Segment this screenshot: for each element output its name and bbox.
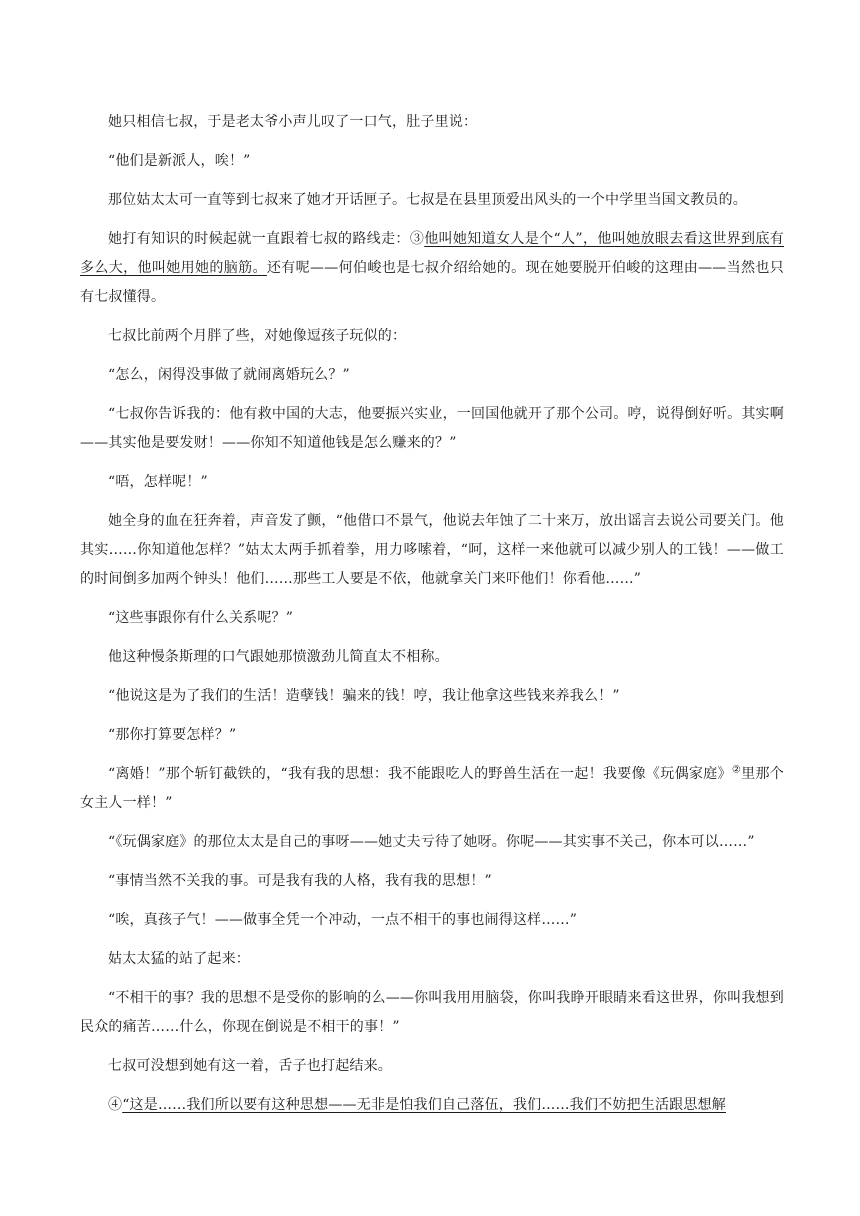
text-segment: “《玩偶家庭》的那位太太是自己的事呀——她丈夫亏待了她呀。你呢——其实事不关己，你本可以……”: [108, 834, 755, 850]
text-segment: 她只相信七叔，于是老太爷小声儿叹了一口气，肚子里说：: [108, 114, 478, 130]
text-segment: 姑太太猛的站了起来：: [108, 951, 250, 967]
paragraph: [80, 828, 784, 857]
paragraph: [80, 1052, 784, 1081]
text-segment: “事情当然不关我的事。可是我有我的人格，我有我的思想！”: [108, 873, 492, 889]
text-segment: 那位姑太太可一直等到七叔来了她才开话匣子。七叔是在县里顶爱出风头的一个中学里当国文教员的。: [108, 192, 747, 208]
paragraph: [80, 361, 784, 390]
question-number: ④: [108, 1097, 123, 1113]
text-segment: 他这种慢条斯理的口气跟她那愤激劲儿简直太不相称。: [108, 649, 449, 665]
paragraph: [80, 721, 784, 750]
paragraph: [80, 400, 784, 458]
text-segment: “不相干的事？我的思想不是受你的影响的么——你叫我用用脑袋，你叫我睁开眼睛来看这世界，你叫我想到民众的痛苦……什么，你现在倒说是不相干的事！”: [80, 990, 784, 1035]
underlined-passage: 他叫她知道女人是个“人”，他叫她放眼去看这世界到底有多么大，他叫她用她的脑筋。: [80, 231, 784, 276]
paragraph: [80, 760, 784, 818]
text-segment: “那你打算要怎样？”: [108, 727, 237, 743]
text-segment: “唔，怎样呢！”: [108, 474, 208, 490]
paragraph: [80, 147, 784, 176]
story-text: [80, 108, 784, 1130]
text-segment: 还有呢——何伯峻也是七叔介绍给她的。现在她要脱开伯峻的这理由——当然也只有七叔懂得。: [80, 260, 784, 305]
paragraph: [80, 984, 784, 1042]
paragraph: [80, 945, 784, 974]
paragraph: [80, 468, 784, 497]
text-segment: “这些事跟你有什么关系呢？”: [108, 610, 294, 626]
text-segment: 七叔比前两个月胖了些，对她像逗孩子玩似的：: [108, 328, 407, 344]
paragraph: [80, 507, 784, 594]
paragraph: [80, 322, 784, 351]
text-segment: 她全身的血在狂奔着，声音发了颤，“他借口不景气，他说去年蚀了二十来万，放出谣言去说公司要关门。他其实……你知道他怎样？”姑太太两手抓着拳，用力哆嗦着，“呵，这样一来他就可以减少别人的工钱！——做工的时间倒多加两个钟头！他们……那些工人要是不依，他就拿关门来吓他们！你看他……”: [80, 513, 784, 587]
footnote-marker: ②: [731, 764, 742, 776]
text-segment: “离婚！”那个斩钉截铁的，“我有我的思想：我不能跟吃人的野兽生活在一起！我要像《玩偶家庭》: [108, 766, 732, 782]
paragraph: [80, 604, 784, 633]
text-segment: “他们是新派人，唉！”: [108, 153, 251, 169]
underlined-passage: “这是……我们所以要有这种思想——无非是怕我们自己落伍，我们……我们不妨把生活跟思想解: [122, 1097, 726, 1113]
text-segment: “怎么，闲得没事做了就闹离婚玩么？”: [108, 367, 350, 383]
paragraph: [80, 108, 784, 137]
text-segment: “七叔你告诉我的：他有救中国的大志，他要振兴实业，一回国他就开了那个公司。哼，说得倒好听。其实啊——其实他是要发财！——你知不知道他钱是怎么赚来的？”: [80, 406, 784, 451]
paragraph: [80, 186, 784, 215]
text-segment: 她打有知识的时候起就一直跟着七叔的路线走：: [108, 231, 410, 247]
paragraph: [80, 682, 784, 711]
paragraph: [80, 225, 784, 312]
text-segment: “他说这是为了我们的生活！造孽钱！骗来的钱！哼，我让他拿这些钱来养我么！”: [108, 688, 620, 704]
question-number: ③: [409, 231, 425, 247]
paragraph: [80, 906, 784, 935]
paragraph: [80, 643, 784, 672]
text-segment: 七叔可没想到她有这一着，舌子也打起结来。: [108, 1058, 392, 1074]
paragraph: [80, 1091, 784, 1120]
paragraph: [80, 867, 784, 896]
text-segment: “唉，真孩子气！——做事全凭一个冲动，一点不相干的事也闹得这样……”: [108, 912, 578, 928]
text-segment: 里那个女主人一样！”: [80, 766, 784, 811]
